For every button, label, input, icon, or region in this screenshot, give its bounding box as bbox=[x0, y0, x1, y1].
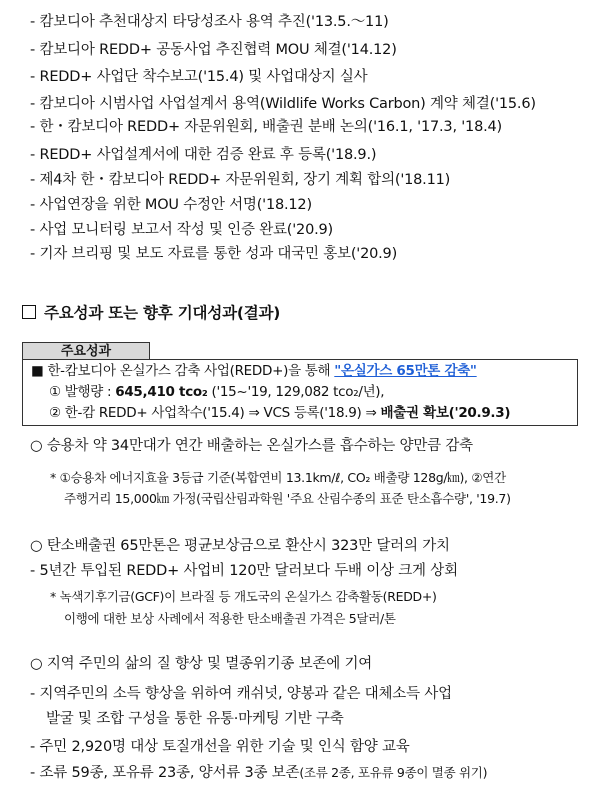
effect-value-note: 이행에 대한 보상 사례에서 적용한 탄소배출권 가격은 5달러/톤 bbox=[64, 611, 396, 626]
history-item: - 캄보디아 시범사업 사업설계서 용역(Wildlife Works Carbon) 계약 체결('15.6) bbox=[30, 96, 536, 112]
results-tab-label: 주요성과 bbox=[22, 342, 150, 360]
effect-car: ○ 승용차 약 34만대가 연간 배출하는 온실가스를 흡수하는 양만큼 감축 bbox=[30, 438, 473, 454]
results-box bbox=[22, 359, 578, 426]
checkbox-square-icon bbox=[22, 305, 36, 319]
history-item: - 캄보디아 REDD+ 공동사업 추진협력 MOU 체결('14.12) bbox=[30, 42, 397, 58]
results-item-1-detail: ('15~'19, 129,082 tco₂/년), bbox=[207, 384, 385, 400]
effect-community-item: 발굴 및 조합 구성을 통한 유통·마케팅 기반 구축 bbox=[46, 711, 344, 727]
section-heading bbox=[22, 303, 280, 323]
effect-community-item: - 지역주민의 소득 향상을 위하여 캐쉬넛, 양봉과 같은 대체소득 사업 bbox=[30, 686, 452, 702]
results-item-1-label: ① 발행량 : bbox=[49, 384, 116, 400]
effect-community-item: - 주민 2,920명 대상 토질개선을 위한 기술 및 인식 함양 교육 bbox=[30, 739, 410, 755]
effect-community-item bbox=[30, 763, 487, 783]
results-item-1-value: 645,410 tco₂ bbox=[115, 384, 208, 400]
results-item-2-label: ② 한-캄 REDD+ 사업착수('15.4) ⇒ VCS 등록('18.9) ⇒ bbox=[49, 405, 381, 421]
results-highlight: "온실가스 65만톤 감축" bbox=[334, 363, 477, 379]
history-item: - 캄보디아 추천대상지 타당성조사 용역 추진('13.5.～11) bbox=[30, 14, 389, 30]
section-title: 주요성과 또는 향후 기대성과(결과) bbox=[44, 304, 281, 322]
history-item: - REDD+ 사업설계서에 대한 검증 완료 후 등록('18.9.) bbox=[30, 147, 377, 163]
history-item: - REDD+ 사업단 착수보고('15.4) 및 사업대상지 실사 bbox=[30, 69, 368, 85]
history-item: - 한・캄보디아 REDD+ 자문위원회, 배출권 분배 논의('16.1, '17.3, '18.4) bbox=[30, 119, 502, 135]
effect-value: ○ 탄소배출권 65만톤은 평균보상금으로 환산시 323만 달러의 가치 bbox=[30, 538, 450, 554]
results-main-line bbox=[31, 362, 477, 381]
effect-community-species-note: (조류 2종, 포유류 9종이 멸종 위기) bbox=[299, 765, 488, 780]
effect-value-sub: - 5년간 투입된 REDD+ 사업비 120만 달러보다 두배 이상 크게 상회 bbox=[30, 563, 458, 579]
results-item-2 bbox=[49, 404, 510, 423]
results-main-text: ■ 한-캄보디아 온실가스 감축 사업(REDD+)을 통해 bbox=[31, 363, 335, 379]
history-item: - 사업 모니터링 보고서 작성 및 인증 완료('20.9) bbox=[30, 222, 333, 238]
history-item: - 제4차 한・캄보디아 REDD+ 자문위원회, 장기 계획 합의('18.11) bbox=[30, 172, 451, 188]
effect-value-note: * 녹색기후기금(GCF)이 브라질 등 개도국의 온실가스 감축활동(REDD+) bbox=[50, 589, 437, 604]
history-item: - 기자 브리핑 및 보도 자료를 통한 성과 대국민 홍보('20.9) bbox=[30, 246, 398, 262]
effect-car-note: * ①승용차 에너지효율 3등급 기준(복합연비 13.1km/ℓ, CO₂ 배출량 128g/㎞), ②연간 bbox=[50, 470, 506, 485]
results-item-2-value: 배출권 확보('20.9.3) bbox=[380, 405, 511, 421]
effect-community: ○ 지역 주민의 삶의 질 향상 및 멸종위기종 보존에 기여 bbox=[30, 656, 373, 672]
results-item-1 bbox=[49, 383, 384, 402]
effect-community-species: - 조류 59종, 포유류 23종, 양서류 3종 보존 bbox=[30, 765, 300, 781]
effect-car-note: 주행거리 15,000㎞ 가정(국립산림과학원 '주요 산림수종의 표준 탄소흡수량', '19.7) bbox=[64, 491, 511, 506]
history-item: - 사업연장을 위한 MOU 수정안 서명('18.12) bbox=[30, 197, 312, 213]
